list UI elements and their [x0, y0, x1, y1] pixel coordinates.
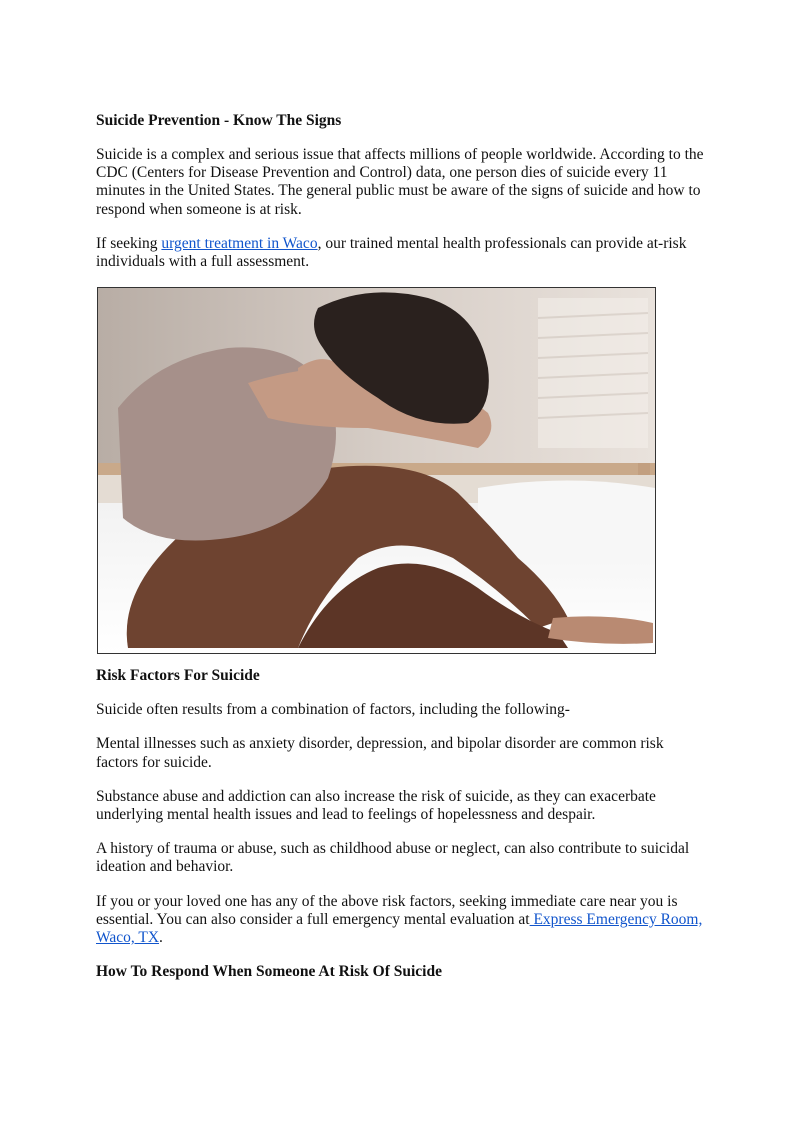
substance-abuse-paragraph: Substance abuse and addiction can also increase the risk of suicide, as they can exacerbate underlying mental health issues and lead to feelings of hopelessness and despair. — [96, 787, 656, 824]
treatment-paragraph — [96, 235, 708, 271]
treatment-text-after: , our trained mental health professionals can provide at-risk individuals with a full assessment. — [96, 234, 687, 271]
section-title-signs: Suicide Prevention - Know The Signs — [96, 112, 342, 129]
evaluation-text-before: If you or your loved one has any of the above risk factors, seeking immediate care near you is essential. You can also consider a full emergency mental evaluation at — [96, 892, 678, 928]
treatment-text-before: If seeking — [96, 234, 162, 252]
section-title-how-to-respond: How To Respond When Someone At Risk Of Suicide — [96, 963, 442, 981]
evaluation-paragraph — [96, 893, 708, 948]
distressed-woman-photo — [97, 287, 656, 654]
evaluation-text-after: . — [159, 929, 163, 947]
intro-paragraph: Suicide is a complex and serious issue that affects millions of people worldwide. According to the CDC (Centers for Disease Prevention and Control) data, one person dies of suicide every 11 minutes in the United States. The general public must be aware of the signs of suicide and how to respond when someone is at risk. — [96, 146, 704, 218]
section-title-risk-factors: Risk Factors For Suicide — [96, 667, 260, 685]
mental-illness-paragraph: Mental illnesses such as anxiety disorder, depression, and bipolar disorder are common risk factors for suicide. — [96, 735, 664, 771]
express-emergency-room-link[interactable]: Express Emergency Room, Waco, TX — [96, 910, 703, 947]
urgent-treatment-link[interactable]: urgent treatment in Waco — [161, 234, 318, 252]
document-body — [96, 112, 708, 997]
trauma-paragraph: A history of trauma or abuse, such as childhood abuse or neglect, can also contribute to suicidal ideation and behavior. — [96, 840, 690, 876]
risk-intro-paragraph: Suicide often results from a combination of factors, including the following- — [96, 701, 570, 719]
